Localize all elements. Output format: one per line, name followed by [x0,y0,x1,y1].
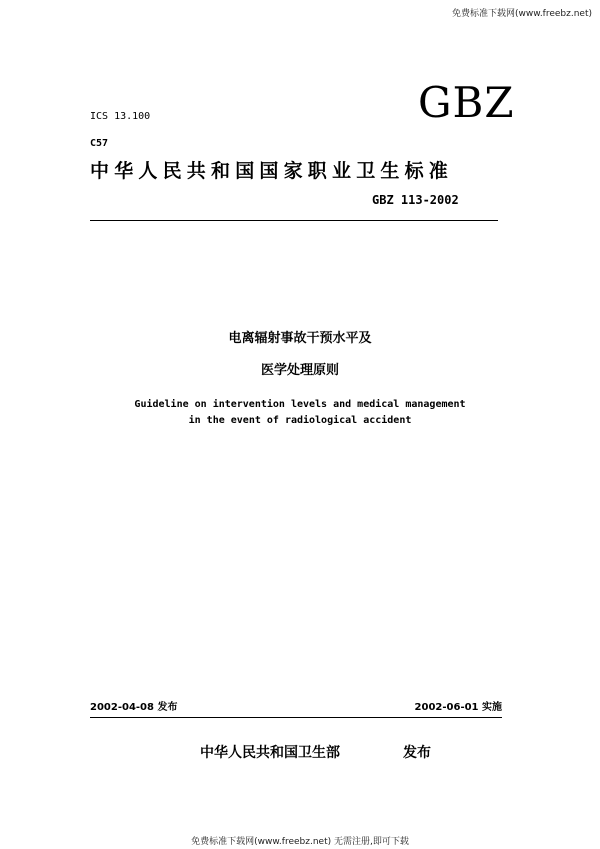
title-cn-line1: 电离辐射事故干预水平及 [228,331,372,346]
implementation-date: 2002-06-01 实施 [414,702,502,713]
title-en-line1: Guideline on intervention levels and medical management [134,399,466,410]
watermark-top: 免费标准下载网(www.freebz.net) [452,9,592,19]
gbz-logo: GBZ [418,78,515,127]
issuer: 中华人民共和国卫生部 [200,745,340,761]
title-cn-line2: 医学处理原则 [260,363,339,378]
standard-number: GBZ 113-2002 [372,193,459,207]
watermark-bottom: 免费标准下载网(www.freebz.net) 无需注册,即可下载 [191,837,409,847]
ccs-code: C57 [90,138,109,149]
ics-code: ICS 13.100 [90,111,151,122]
issuer-action: 发布 [403,745,431,761]
issue-date: 2002-04-08 发布 [90,702,178,713]
top-divider [90,220,498,221]
bottom-divider [90,717,502,718]
organization-title: 中华人民共和国国家职业卫生标准 [90,160,454,182]
title-en-line2: in the event of radiological accident [188,415,412,426]
